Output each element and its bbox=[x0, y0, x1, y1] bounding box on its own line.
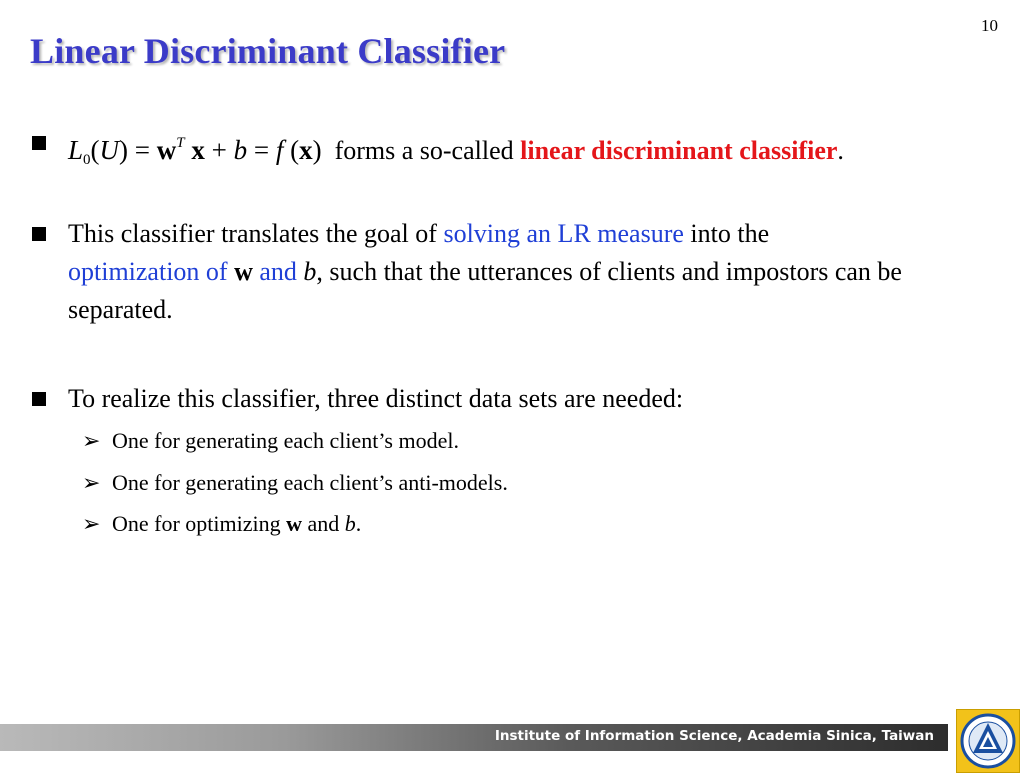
bullet-classifier-goal: This classifier translates the goal of solving an LR measure into the optimization of w and b, such that the utterances of clients and impostors can be separated. bbox=[32, 215, 992, 329]
formula: $L_0(U) = w^T$ x + b = f (x) bbox=[68, 135, 322, 168]
footer-institute: Institute of Information Science, Academia Sinica, Taiwan bbox=[494, 728, 934, 744]
square-bullet-icon bbox=[32, 136, 46, 150]
institute-logo-icon bbox=[956, 709, 1020, 773]
footer-bar bbox=[0, 724, 948, 751]
sub-bullet-anti-models: ➢ One for generating each client’s anti-models. bbox=[82, 468, 508, 498]
sub-bullet-client-model: ➢ One for generating each client’s model. bbox=[82, 426, 459, 456]
bullet-data-sets: To realize this classifier, three distinct data sets are needed: bbox=[32, 380, 992, 418]
arrow-bullet-icon: ➢ bbox=[82, 470, 101, 495]
bullet1-highlight: linear discriminant classifier bbox=[520, 136, 838, 165]
sub-bullet-optimizing: ➢ One for optimizing w and b. bbox=[82, 509, 361, 539]
slide-title: Linear Discriminant Classifier bbox=[30, 31, 506, 71]
bullet-formula: $L_0(U) = w^T$ x + b = f (x) forms a so-called linear discriminant classifier. bbox=[32, 124, 992, 179]
arrow-bullet-icon: ➢ bbox=[82, 511, 101, 536]
slide-number: 10 bbox=[981, 16, 998, 35]
square-bullet-icon bbox=[32, 392, 46, 406]
square-bullet-icon bbox=[32, 227, 46, 241]
bullet1-text: forms a so-called bbox=[334, 136, 521, 165]
optimization-highlight: optimization of w and b bbox=[68, 257, 317, 286]
arrow-bullet-icon: ➢ bbox=[82, 428, 101, 453]
lr-measure-highlight: solving an LR measure bbox=[443, 219, 684, 248]
